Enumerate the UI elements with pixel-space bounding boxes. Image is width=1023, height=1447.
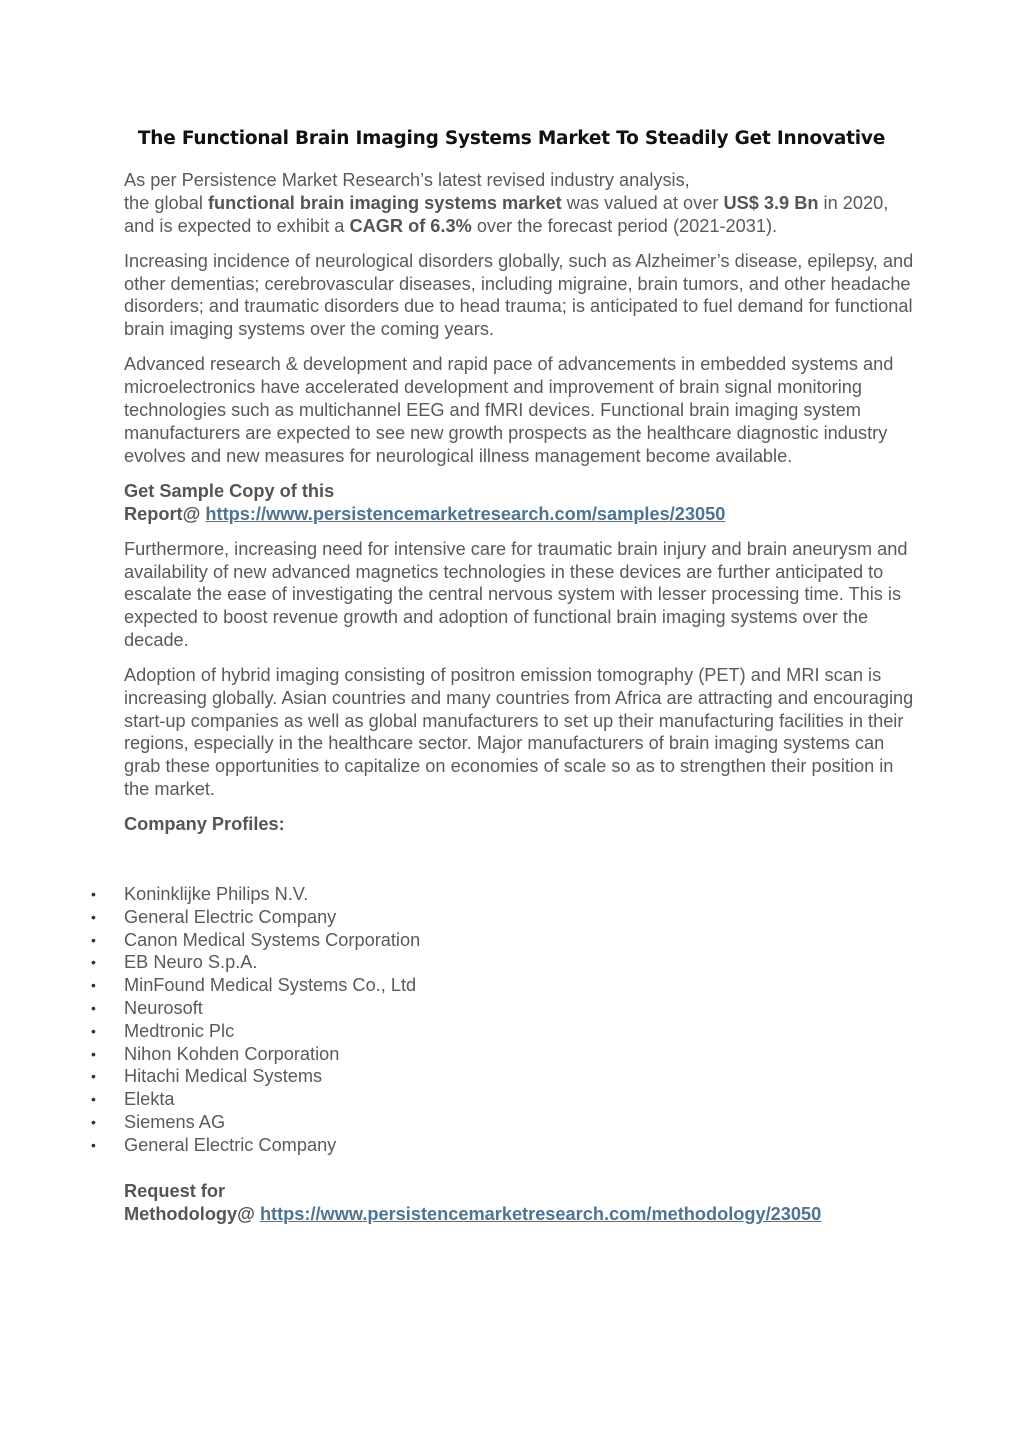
list-item [0, 929, 1023, 952]
intro-paragraph [124, 169, 914, 237]
company-name: Medtronic Plc [124, 1020, 235, 1041]
bullet-icon: • [91, 999, 96, 1016]
profiles-heading-text: Company Profiles: [124, 814, 285, 835]
company-name: EB Neuro S.p.A. [124, 952, 258, 973]
company-name: General Electric Company [124, 906, 337, 927]
company-name: Hitachi Medical Systems [124, 1066, 323, 1087]
intro-mid-1: was valued at over [561, 192, 724, 213]
list-item [0, 906, 1023, 929]
company-name: Elekta [124, 1089, 175, 1110]
company-name: General Electric Company [124, 1134, 337, 1155]
paragraph-research: Advanced research & development and rapid pace of advancements in embedded systems and microelectronics have accelerated development and improvement of brain signal monitoring technologies such as multichannel EEG and fMRI devices. Functional brain imaging system manufacturers are expected to see new growth prospects as the healthcare diagnostic industry evolves and new measures for neurological illness management become available. [124, 354, 894, 466]
company-name: Nihon Kohden Corporation [124, 1043, 340, 1064]
market-value: US$ 3.9 Bn [723, 192, 819, 213]
bullet-icon: • [91, 886, 96, 902]
list-item [0, 1065, 1023, 1088]
list-item [0, 1043, 1023, 1066]
company-name: Koninklijke Philips N.V. [124, 884, 309, 904]
methodology-request [124, 1180, 914, 1226]
bullet-icon: • [91, 1136, 96, 1153]
bullet-icon: • [91, 977, 96, 994]
list-item [0, 1111, 1023, 1134]
bullet-icon: • [91, 1113, 96, 1130]
article-body [124, 169, 914, 848]
bullet-icon: • [91, 954, 96, 971]
list-item [0, 1088, 1023, 1111]
list-item [0, 1134, 1023, 1157]
cagr-value: CAGR of 6.3% [349, 215, 472, 236]
paragraph-hybrid-imaging: Adoption of hybrid imaging consisting of positron emission tomography (PET) and MRI scan is increasing globally. Asian countries and many countries from Africa are attracting and encouraging start-up companies as well as global manufacturers to set up their manufacturing facilities in their regions, especially in the healthcare sector. Major manufacturers of brain imaging systems can grab these opportunities to capitalize on economies of scale so as to strengthen their position in the market. [124, 665, 914, 800]
list-item [0, 951, 1023, 974]
bullet-icon: • [91, 1068, 96, 1085]
bullet-icon: • [91, 908, 96, 925]
intro-mid-2: in 2020, and is expected to exhibit a [124, 192, 889, 236]
list-item [0, 1020, 1023, 1043]
list-item [0, 997, 1023, 1020]
page-title: The Functional Brain Imaging Systems Market To Steadily Get Innovative [137, 128, 886, 149]
company-list [0, 883, 1023, 1157]
company-name: Neurosoft [124, 997, 203, 1018]
paragraph-intensive-care: Furthermore, increasing need for intensive care for traumatic brain injury and brain aneurysm and availability of new advanced magnetics technologies in these devices are further anticipated to escalate the ease of investigating the central nervous system with lesser processing time. This is expected to boost revenue growth and adoption of functional brain imaging systems over the decade. [124, 538, 908, 650]
bullet-icon: • [91, 1022, 96, 1039]
sample-link[interactable]: https://www.persistencemarketresearch.com/samples/23050 [205, 503, 726, 524]
company-name: Canon Medical Systems Corporation [124, 929, 421, 950]
market-term: functional brain imaging systems market [207, 192, 562, 213]
intro-pre: the global [124, 192, 208, 213]
paragraph-neurological: Increasing incidence of neurological disorders globally, such as Alzheimer’s disease, epilepsy, and other dementias; cerebrovascular diseases, including migraine, brain tumors, and other headache disorders; and traumatic disorders due to head trauma; is anticipated to fuel demand for functional brain imaging systems over the coming years. [124, 250, 914, 340]
company-name: MinFound Medical Systems Co., Ltd [124, 975, 417, 996]
bullet-icon: • [91, 1091, 96, 1108]
intro-line-1: As per Persistence Market Research’s latest revised industry analysis, [124, 170, 690, 190]
list-item [0, 974, 1023, 997]
profiles-heading [124, 813, 914, 836]
sample-request [124, 480, 914, 526]
sample-label: Report@ [124, 503, 206, 524]
methodology-line-1: Request for [124, 1181, 226, 1201]
methodology-link[interactable]: https://www.persistencemarketresearch.com/methodology/23050 [259, 1203, 822, 1224]
list-item [0, 883, 1023, 906]
sample-line-1: Get Sample Copy of this [124, 480, 335, 501]
bullet-icon: • [91, 1045, 96, 1062]
intro-post: over the forecast period (2021-2031). [471, 215, 778, 236]
bullet-icon: • [91, 931, 96, 948]
methodology-label: Methodology@ [124, 1203, 260, 1224]
company-name: Siemens AG [124, 1111, 226, 1132]
